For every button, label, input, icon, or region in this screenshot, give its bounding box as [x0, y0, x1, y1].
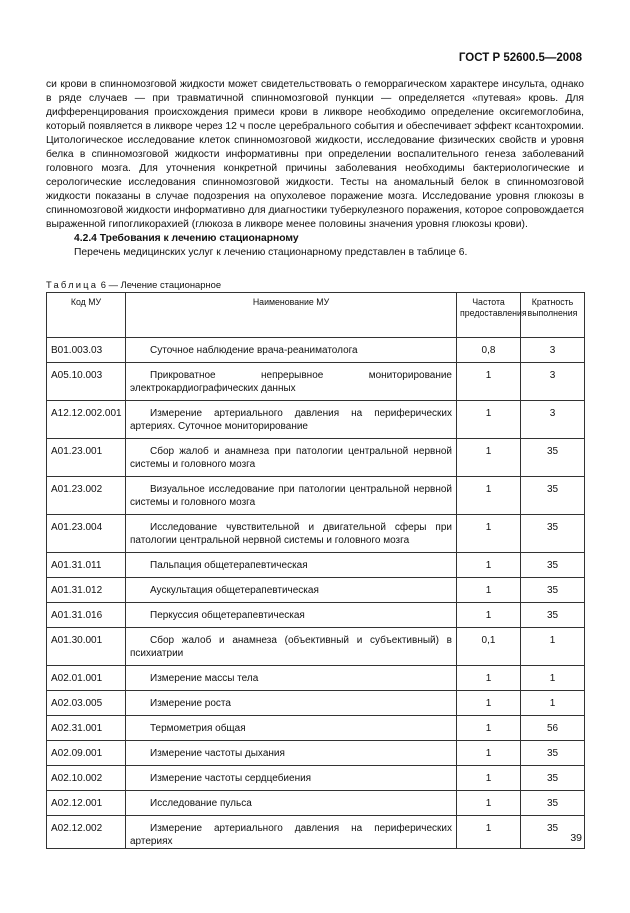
table-caption — [46, 279, 221, 290]
cell-code: B01.003.03 — [47, 338, 126, 363]
cell-multiplicity: 1 — [521, 666, 585, 691]
cell-name-text: Измерение частоты сердцебиения — [150, 773, 312, 784]
cell-multiplicity: 35 — [521, 515, 585, 553]
cell-frequency: 1 — [457, 666, 521, 691]
cell-name-text: Исследование пульса — [150, 798, 252, 809]
table-row — [47, 515, 585, 553]
cell-name — [126, 741, 457, 766]
column-header-name: Наименование МУ — [126, 293, 457, 338]
cell-multiplicity: 1 — [521, 691, 585, 716]
table-caption-number: 6 — [100, 279, 106, 290]
cell-frequency: 1 — [457, 363, 521, 401]
column-header-multiplicity: Кратность выполнения — [521, 293, 585, 338]
cell-name — [126, 515, 457, 553]
table-row — [47, 338, 585, 363]
cell-frequency: 1 — [457, 477, 521, 515]
cell-multiplicity: 35 — [521, 816, 585, 849]
cell-multiplicity: 35 — [521, 439, 585, 477]
cell-name — [126, 439, 457, 477]
cell-code: A02.31.001 — [47, 716, 126, 741]
cell-frequency: 0,1 — [457, 628, 521, 666]
table-row — [47, 691, 585, 716]
cell-name-text: Суточное наблюдение врача-реаниматолога — [150, 345, 358, 356]
table-row — [47, 477, 585, 515]
cell-name — [126, 363, 457, 401]
cell-name-text: Пальпация общетерапевтическая — [150, 560, 308, 571]
paragraph: Перечень медицинских услуг к лечению стационарному представлен в таблице 6. — [74, 247, 468, 258]
cell-name-text: Прикроватное непрерывное мониторирование электрокардиографических данных — [130, 370, 452, 394]
cell-name-text: Измерение частоты дыхания — [150, 748, 285, 759]
cell-name — [126, 553, 457, 578]
cell-name-text: Измерение артериального давления на периферических артериях. Суточное мониторирование — [130, 408, 452, 432]
table-body — [47, 338, 585, 849]
cell-frequency: 1 — [457, 401, 521, 439]
cell-name-text: Визуальное исследование при патологии центральной нервной системы и головного мозга — [130, 484, 452, 508]
cell-code: A05.10.003 — [47, 363, 126, 401]
paragraph: си крови в спинномозговой жидкости может свидетельствовать о геморрагическом характере инсульта, однако в ряде случаев — при травматичной спинномозговой пункции — определяется «путевая» кровь. Для дифференцирования происхождения примеси крови в ликворе необходимо определение оксигемоглобина, который появляется в ликворе через 12 ч после церебрального события и обеспечивает эффект ксантохромии. Цитологическое исследование клеток спинномозговой жидкости, исследование физических свойств и уровня белка в спинномозговой жидкости информативны при определении воспалительного генеза заболеваний головного мозга. Для уточнения конкретной причины заболевания необходимы бактериологические и серологические исследования спинномозговой жидкости. Тесты на аномальный белок в спинномозговой жидкости показаны в случае подозрения на опухолевое поражение мозга. Исследование уровня глюкозы в спинномозговой жидкости информативно для диагностики туберкулезного поражения, которое сопровождается выраженной гипогликорахией (глюкоза в ликворе менее половины значения уровня глюкозы крови). — [46, 79, 584, 230]
cell-code: A02.12.001 — [47, 791, 126, 816]
cell-multiplicity: 3 — [521, 338, 585, 363]
table-row — [47, 666, 585, 691]
cell-frequency: 1 — [457, 816, 521, 849]
cell-multiplicity: 35 — [521, 791, 585, 816]
cell-name — [126, 578, 457, 603]
table-row — [47, 766, 585, 791]
table-row — [47, 716, 585, 741]
cell-multiplicity: 35 — [521, 578, 585, 603]
table-header-row — [47, 293, 585, 338]
body-text — [46, 78, 584, 260]
cell-name — [126, 401, 457, 439]
cell-code: A01.23.004 — [47, 515, 126, 553]
table-caption-prefix: Таблица — [46, 279, 99, 290]
cell-frequency: 1 — [457, 741, 521, 766]
column-header-code: Код МУ — [47, 293, 126, 338]
table-caption-text: — Лечение стационарное — [108, 279, 222, 290]
cell-name — [126, 691, 457, 716]
cell-multiplicity: 3 — [521, 363, 585, 401]
table-row — [47, 741, 585, 766]
cell-name-text: Термометрия общая — [150, 723, 246, 734]
table-row — [47, 363, 585, 401]
cell-code: A01.31.012 — [47, 578, 126, 603]
cell-frequency: 1 — [457, 766, 521, 791]
page-number: 39 — [570, 832, 582, 844]
cell-code: A01.31.011 — [47, 553, 126, 578]
cell-name — [126, 666, 457, 691]
cell-frequency: 1 — [457, 716, 521, 741]
cell-frequency: 1 — [457, 439, 521, 477]
cell-name — [126, 603, 457, 628]
section-title: 4.2.4 Требования к лечению стационарному — [74, 233, 299, 244]
cell-code: A01.30.001 — [47, 628, 126, 666]
cell-multiplicity: 56 — [521, 716, 585, 741]
cell-name-text: Аускультация общетерапевтическая — [150, 585, 319, 596]
cell-frequency: 1 — [457, 691, 521, 716]
cell-multiplicity: 35 — [521, 741, 585, 766]
cell-frequency: 1 — [457, 603, 521, 628]
cell-frequency: 1 — [457, 553, 521, 578]
cell-multiplicity: 35 — [521, 553, 585, 578]
cell-code: A02.03.005 — [47, 691, 126, 716]
cell-name-text: Измерение артериального давления на периферических артериях — [130, 823, 452, 847]
cell-frequency: 1 — [457, 791, 521, 816]
cell-multiplicity: 1 — [521, 628, 585, 666]
services-table — [46, 292, 585, 849]
cell-code: A02.01.001 — [47, 666, 126, 691]
cell-name-text: Перкуссия общетерапевтическая — [150, 610, 305, 621]
cell-name-text: Сбор жалоб и анамнеза при патологии центральной нервной системы и головного мозга — [130, 446, 452, 470]
cell-code: A02.12.002 — [47, 816, 126, 849]
cell-code: A12.12.002.001 — [47, 401, 126, 439]
cell-name — [126, 628, 457, 666]
cell-name — [126, 766, 457, 791]
cell-multiplicity: 35 — [521, 766, 585, 791]
table-row — [47, 553, 585, 578]
cell-frequency: 1 — [457, 515, 521, 553]
cell-name — [126, 716, 457, 741]
cell-name-text: Исследование чувствительной и двигательной сферы при патологии центральной нервной системы и головного мозга — [130, 522, 452, 546]
document-header: ГОСТ Р 52600.5—2008 — [458, 52, 582, 64]
column-header-frequency: Частота предоставления — [457, 293, 521, 338]
cell-name — [126, 338, 457, 363]
table-row — [47, 439, 585, 477]
table-row — [47, 578, 585, 603]
cell-name — [126, 477, 457, 515]
cell-code: A01.31.016 — [47, 603, 126, 628]
cell-multiplicity: 35 — [521, 477, 585, 515]
cell-frequency: 0,8 — [457, 338, 521, 363]
cell-code: A01.23.002 — [47, 477, 126, 515]
cell-code: A02.10.002 — [47, 766, 126, 791]
cell-name-text: Измерение массы тела — [150, 673, 259, 684]
cell-name — [126, 791, 457, 816]
table-row — [47, 628, 585, 666]
cell-frequency: 1 — [457, 578, 521, 603]
cell-code: A02.09.001 — [47, 741, 126, 766]
cell-name-text: Измерение роста — [150, 698, 231, 709]
cell-name-text: Сбор жалоб и анамнеза (объективный и субъективный) в психиатрии — [130, 635, 452, 659]
cell-multiplicity: 3 — [521, 401, 585, 439]
table-row — [47, 401, 585, 439]
cell-code: A01.23.001 — [47, 439, 126, 477]
cell-multiplicity: 35 — [521, 603, 585, 628]
table-row — [47, 603, 585, 628]
table-row — [47, 791, 585, 816]
